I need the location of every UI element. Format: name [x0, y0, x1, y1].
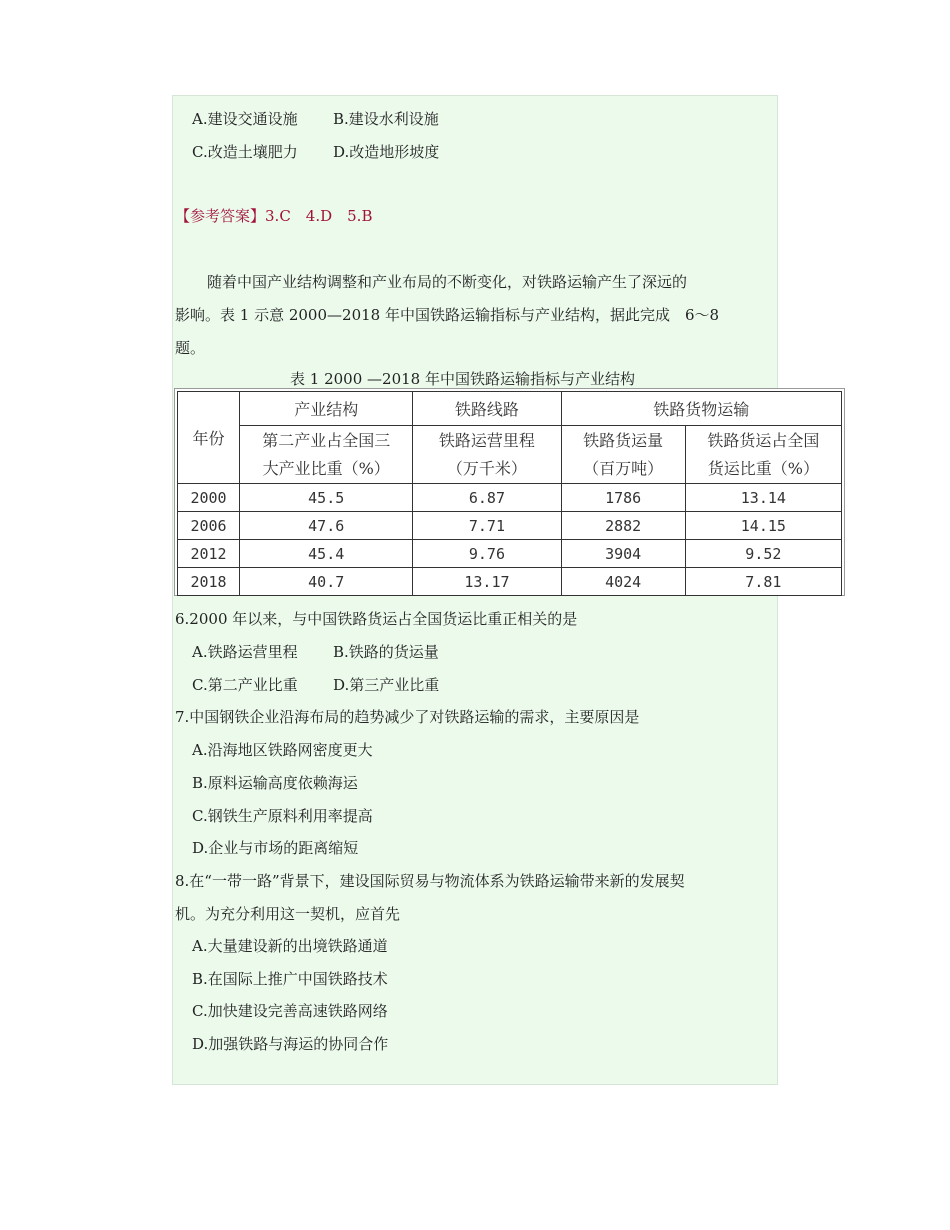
cell-value: 1786	[561, 484, 685, 512]
table-row	[178, 568, 842, 596]
cell-value: 40.7	[240, 568, 413, 596]
header-line: 第二产业占全国三	[262, 430, 391, 450]
cell-value: 4024	[561, 568, 685, 596]
header-freight-volume	[561, 426, 685, 484]
q5-option-a: A.建设交通设施	[192, 110, 298, 128]
q7-option-a: A.沿海地区铁路网密度更大	[192, 741, 373, 759]
q6-stem: 6.2000 年以来，与中国铁路货运占全国货运比重正相关的是	[175, 610, 578, 628]
cell-value: 7.71	[413, 512, 561, 540]
cell-value: 45.4	[240, 540, 413, 568]
answer-label: 【参考答案】	[175, 207, 266, 225]
q6-option-d: D.第三产业比重	[333, 676, 440, 694]
header-line: 铁路运营里程	[438, 430, 535, 450]
q6-option-a: A.铁路运营里程	[192, 643, 298, 661]
q7-stem: 7.中国钢铁企业沿海布局的趋势减少了对铁路运输的需求，主要原因是	[175, 708, 640, 726]
q8-option-b: B.在国际上推广中国铁路技术	[192, 970, 388, 988]
cell-year: 2000	[178, 484, 240, 512]
q8-stem-line-1: 8.在“一带一路”背景下，建设国际贸易与物流体系为铁路运输带来新的发展契	[175, 872, 685, 890]
q5-option-d: D.改造地形坡度	[333, 143, 440, 161]
table-row	[178, 540, 842, 568]
q7-option-c: C.钢铁生产原料利用率提高	[192, 807, 373, 825]
cell-value: 14.15	[685, 512, 841, 540]
q8-option-c: C.加快建设完善高速铁路网络	[192, 1002, 388, 1020]
intro-line-1: 随着中国产业结构调整和产业布局的不断变化，对铁路运输产生了深远的	[207, 273, 688, 291]
header-line: 铁路货运占全国	[707, 430, 820, 450]
header-freight-share	[685, 426, 841, 484]
header-line: 铁路货运量	[583, 430, 664, 450]
table-row	[178, 512, 842, 540]
intro-line-3: 题。	[175, 339, 206, 357]
q8-option-a: A.大量建设新的出境铁路通道	[192, 937, 388, 955]
cell-value: 9.52	[685, 540, 841, 568]
q7-option-b: B.原料运输高度依赖海运	[192, 774, 358, 792]
cell-value: 9.76	[413, 540, 561, 568]
header-secondary-industry	[240, 426, 413, 484]
q6-option-b: B.铁路的货运量	[333, 643, 439, 661]
header-group-freight: 铁路货物运输	[561, 392, 841, 426]
q5-option-b: B.建设水利设施	[333, 110, 439, 128]
q8-option-d: D.加强铁路与海运的协同合作	[192, 1035, 389, 1053]
header-line: 货运比重（%）	[707, 458, 819, 478]
cell-value: 7.81	[685, 568, 841, 596]
q7-option-d: D.企业与市场的距离缩短	[192, 839, 359, 857]
q8-stem-line-2: 机。为充分利用这一契机，应首先	[175, 905, 401, 923]
cell-value: 6.87	[413, 484, 561, 512]
table-row	[178, 484, 842, 512]
header-year: 年份	[178, 392, 240, 484]
q6-option-c: C.第二产业比重	[192, 676, 298, 694]
header-line: 大产业比重（%）	[262, 458, 390, 478]
header-group-railway-line: 铁路线路	[413, 392, 561, 426]
cell-value: 13.17	[413, 568, 561, 596]
cell-value: 45.5	[240, 484, 413, 512]
cell-year: 2012	[178, 540, 240, 568]
header-group-industry: 产业结构	[240, 392, 413, 426]
cell-year: 2018	[178, 568, 240, 596]
cell-year: 2006	[178, 512, 240, 540]
cell-value: 2882	[561, 512, 685, 540]
data-table-frame	[174, 388, 845, 596]
intro-line-2: 影响。表 1 示意 2000—2018 年中国铁路运输指标与产业结构，据此完成 6～8	[175, 306, 720, 324]
header-line: （百万吨）	[583, 458, 664, 478]
header-mileage	[413, 426, 561, 484]
cell-value: 47.6	[240, 512, 413, 540]
answer-value: 3.C 4.D 5.B	[265, 207, 373, 225]
reference-answer	[175, 206, 372, 226]
q5-option-c: C.改造土壤肥力	[192, 143, 298, 161]
data-table	[177, 391, 842, 596]
cell-value: 3904	[561, 540, 685, 568]
cell-value: 13.14	[685, 484, 841, 512]
table-caption: 表 1 2000 —2018 年中国铁路运输指标与产业结构	[290, 370, 635, 388]
header-line: （万千米）	[446, 458, 527, 478]
